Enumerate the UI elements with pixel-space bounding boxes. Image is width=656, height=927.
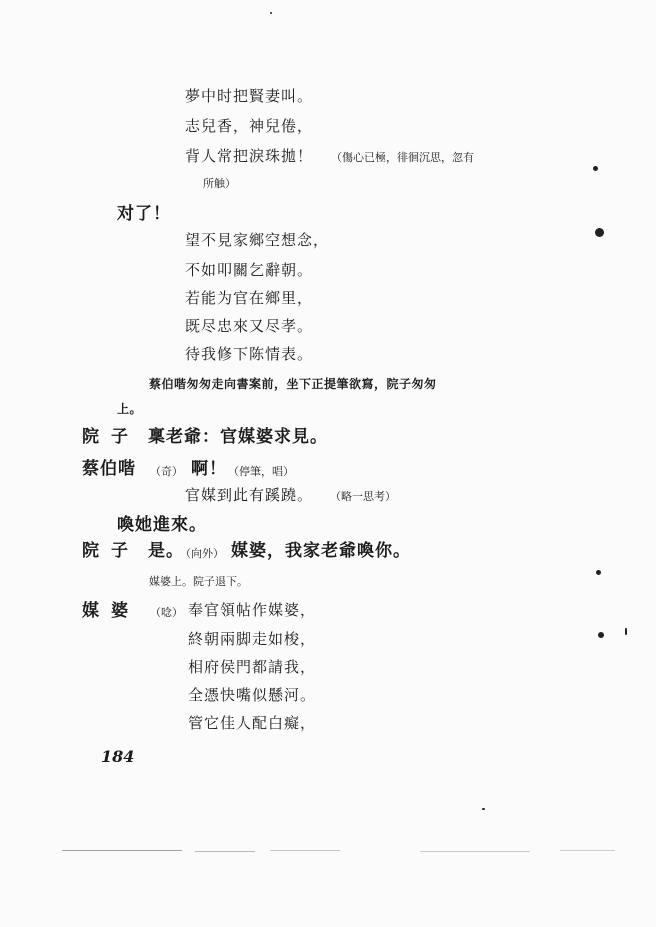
dialogue-line: 啊！ <box>191 459 227 479</box>
stage-direction: （向外） <box>180 547 224 560</box>
stage-direction: （傷心已極，徘徊沉思，忽有 <box>331 151 474 164</box>
stage-direction: 媒婆上。院子退下。 <box>149 575 248 588</box>
verse-line: 相府侯門都請我， <box>188 658 317 676</box>
verse-line: 終朝兩脚走如梭， <box>188 630 317 648</box>
verse-line: 奉官領帖作媒婆， <box>188 601 317 619</box>
scan-speck <box>270 12 272 14</box>
verse-line: 官媒到此有蹊蹺。 <box>185 486 314 504</box>
stage-direction: （唸） <box>150 606 183 619</box>
stage-direction: （奇） <box>150 465 183 478</box>
speaker-name: 院子 <box>82 541 140 561</box>
dialogue-line: 是。 <box>148 541 184 561</box>
verse-line: 既尽忠來又尽孝。 <box>185 317 314 335</box>
verse-line: 不如叩關乞辭朝。 <box>185 261 314 279</box>
scan-speck <box>596 570 601 575</box>
scan-speck <box>625 628 627 635</box>
verse-line: 待我修下陈情表。 <box>185 345 314 363</box>
dialogue-line: 媒婆，我家老爺喚你。 <box>231 541 411 561</box>
verse-line: 望不見家鄉空想念， <box>185 231 330 249</box>
speaker-name: 院子 <box>82 427 140 447</box>
scan-line <box>420 851 530 852</box>
scan-line <box>195 851 255 852</box>
scan-line <box>62 850 182 851</box>
scan-speck <box>598 632 604 638</box>
speaker-name: 媒婆 <box>82 601 140 621</box>
dialogue-line: 对了！ <box>117 204 171 224</box>
scan-speck <box>595 228 604 237</box>
scan-line <box>270 850 340 851</box>
dialogue-line: 喚她進來。 <box>117 515 207 535</box>
scan-speck <box>593 166 598 171</box>
verse-line: 全憑快嘴似懸河。 <box>188 686 317 704</box>
verse-line: 夢中时把賢妻叫。 <box>185 87 314 105</box>
stage-direction: 蔡伯喈匆匆走向書案前，坐下正提筆欲寫，院子匆匆 <box>149 377 437 391</box>
verse-line: 管它佳人配白癡， <box>188 714 317 732</box>
verse-line: 背人常把淚珠拋！ <box>185 147 314 165</box>
page-number: 184 <box>101 747 135 766</box>
stage-direction: 上。 <box>117 402 143 416</box>
scan-speck <box>482 808 485 810</box>
stage-direction: （停筆，唱） <box>228 465 294 478</box>
dialogue-line: 稟老爺：官媒婆求見。 <box>148 427 328 447</box>
scan-line <box>560 850 615 851</box>
stage-direction: 所触） <box>203 177 236 190</box>
verse-line: 若能为官在鄉里， <box>185 289 314 307</box>
stage-direction: （略一思考） <box>330 490 396 503</box>
verse-line: 志兒香，神兒倦， <box>185 117 314 135</box>
speaker-name: 蔡伯喈 <box>82 459 136 479</box>
